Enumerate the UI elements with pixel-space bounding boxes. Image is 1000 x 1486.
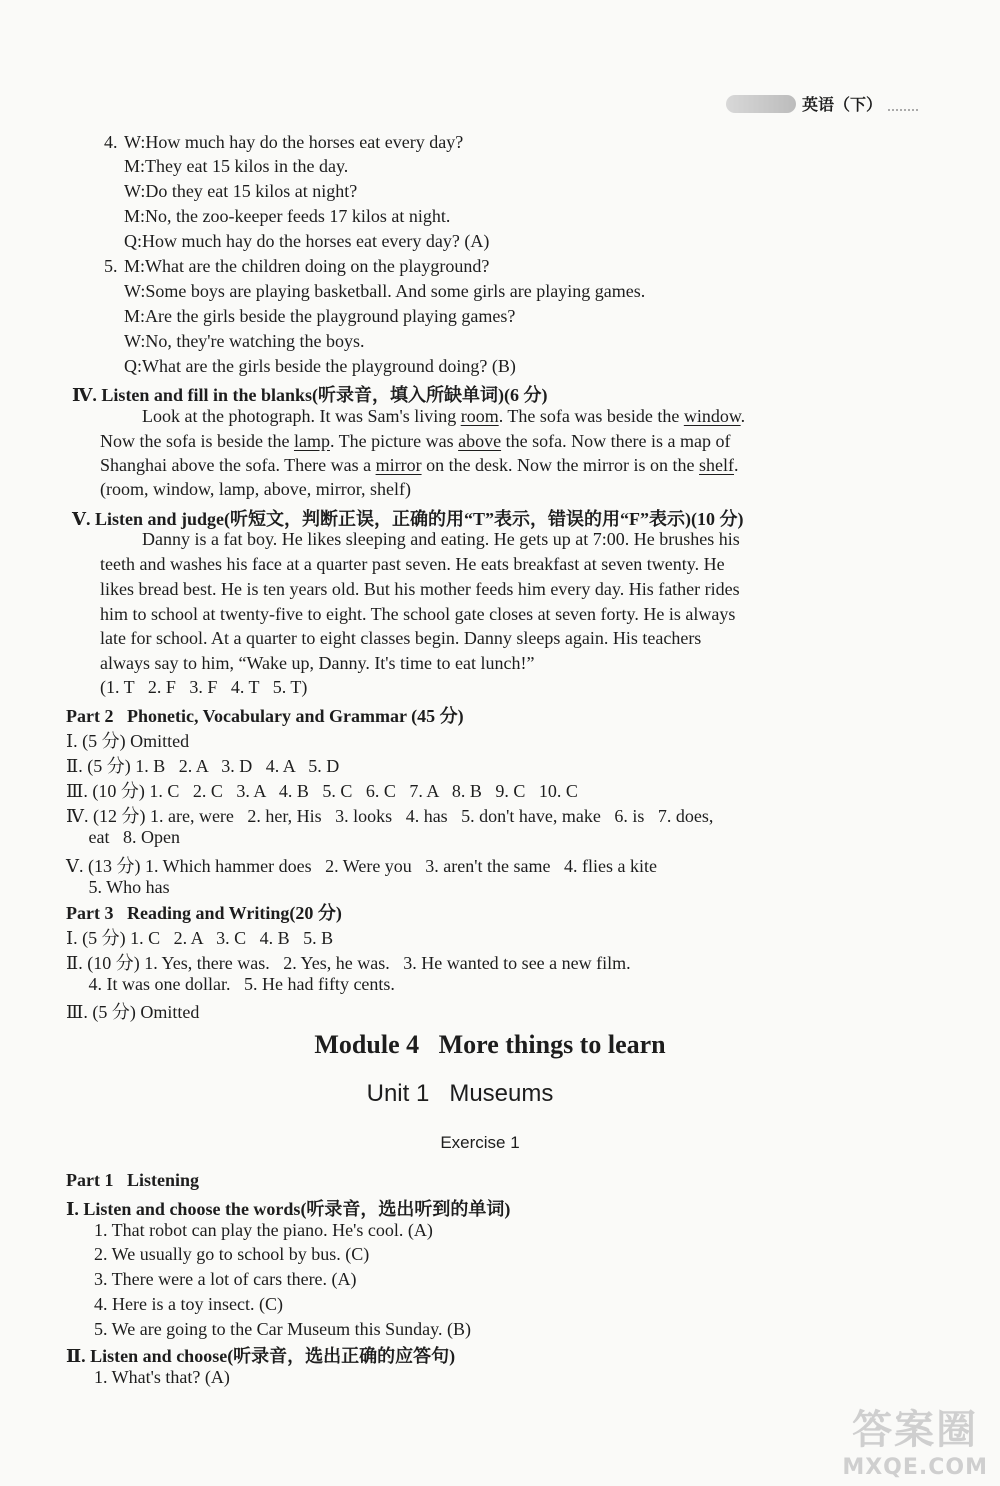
dialogue-line: M:They eat 15 kilos in the day. — [124, 156, 349, 176]
section-i-items — [94, 1220, 694, 1345]
section-iv-line: Shanghai above the sofa. There was a mirror on the desk. Now the mirror is on the shelf. — [100, 455, 739, 475]
dialogue-line: Q:How much hay do the horses eat every day? (A) — [124, 231, 490, 251]
blank-answer: mirror — [375, 455, 422, 475]
section-iv-line: Look at the photograph. It was Sam's living room. The sofa was beside the window. — [142, 406, 746, 426]
answer-line: Ⅲ. (10 分) 1. C 2. C 3. A 4. B 5. C 6. C 7. A 8. B 9. C 10. C — [66, 781, 578, 801]
part-2-heading: Part 2 Phonetic, Vocabulary and Grammar (45 分) — [66, 706, 464, 726]
answer-line: 5. Who has — [66, 877, 170, 897]
dialogue-line: Q:What are the girls beside the playground doing? (B) — [124, 356, 516, 376]
blank-answer: lamp — [293, 431, 330, 451]
dialogue-line: M:Are the girls beside the playground playing games? — [124, 306, 516, 326]
question-5-dialogue — [124, 256, 824, 381]
dialogue-line: W:How much hay do the horses eat every day? — [124, 132, 464, 152]
passage-line: Danny is a fat boy. He likes sleeping and eating. He gets up at 7:00. He brushes his — [142, 529, 740, 549]
blank-answer: shelf — [699, 455, 735, 475]
watermark — [842, 1398, 988, 1480]
answer-line: Ⅱ. (10 分) 1. Yes, there was. 2. Yes, he was. 3. He wanted to see a new film. — [66, 953, 631, 973]
answer-line: Ⅰ. (5 分) 1. C 2. A 3. C 4. B 5. B — [66, 928, 334, 948]
dialogue-line: M:No, the zoo-keeper feeds 17 kilos at night. — [124, 206, 451, 226]
section-ii-heading: Ⅱ. Listen and choose(听录音，选出正确的应答句) — [66, 1346, 456, 1366]
section-i-heading: Ⅰ. Listen and choose the words(听录音，选出听到的单词) — [66, 1199, 511, 1219]
passage-line: always say to him, “Wake up, Danny. It's time to eat lunch!” — [100, 653, 535, 673]
list-item: 5. We are going to the Car Museum this Sunday. (B) — [94, 1319, 471, 1339]
question-4-number: 4. — [104, 132, 118, 152]
passage-line: likes bread best. He is ten years old. But his mother feeds him every day. His father rides — [100, 579, 740, 599]
header-decoration — [888, 97, 918, 111]
watermark-url: MXQE.COM — [842, 1455, 988, 1480]
list-item: 3. There were a lot of cars there. (A) — [94, 1269, 357, 1289]
watermark-logo: 答案圈 — [852, 1407, 979, 1453]
unit-title: Unit 1 Museums — [366, 1080, 554, 1107]
section-v-passage — [0, 529, 1000, 679]
answer-line: Ⅴ. (13 分) 1. Which hammer does 2. Were you 3. aren't the same 4. flies a kite — [66, 856, 657, 876]
section-iv-answers: (room, window, lamp, above, mirror, shelf) — [100, 479, 412, 499]
passage-line: late for school. At a quarter to eight classes begin. Danny sleeps again. His teachers — [100, 628, 702, 648]
passage-line: teeth and washes his face at a quarter past seven. He eats breakfast at seven twenty. He — [100, 554, 725, 574]
answer-line: Ⅱ. (5 分) 1. B 2. A 3. D 4. A 5. D — [66, 756, 340, 776]
answer-line: Ⅰ. (5 分) Omitted — [66, 731, 190, 751]
blank-answer: window — [683, 406, 741, 426]
blank-answer: room — [460, 406, 499, 426]
part-3-answers — [66, 924, 966, 1024]
header-title: 英语（下） — [801, 95, 882, 114]
answer-line: Ⅳ. (12 分) 1. are, were 2. her, His 3. looks 4. has 5. don't have, make 6. is 7. does, — [66, 806, 714, 826]
answer-line: Ⅲ. (5 分) Omitted — [66, 1002, 200, 1022]
answer-line: 4. It was one dollar. 5. He had fifty cents. — [66, 974, 395, 994]
dialogue-line: W:No, they're watching the boys. — [124, 331, 365, 351]
list-item: 1. What's that? (A) — [94, 1367, 230, 1387]
question-5-number: 5. — [104, 256, 118, 276]
list-item: 2. We usually go to school by bus. (C) — [94, 1244, 370, 1264]
exercise-title: Exercise 1 — [440, 1133, 520, 1152]
blank-answer: above — [458, 431, 502, 451]
question-4-dialogue — [124, 132, 724, 257]
dialogue-line: W:Some boys are playing basketball. And some girls are playing games. — [124, 281, 646, 301]
passage-line: him to school at twenty-five to eight. The school gate closes at seven forty. He is always — [100, 604, 736, 624]
part-2-answers — [66, 727, 966, 902]
list-item: 4. Here is a toy insect. (C) — [94, 1294, 283, 1314]
answer-line: eat 8. Open — [66, 827, 180, 847]
dialogue-line: W:Do they eat 15 kilos at night? — [124, 181, 358, 201]
part-1-heading: Part 1 Listening — [66, 1170, 199, 1190]
list-item: 1. That robot can play the piano. He's cool. (A) — [94, 1220, 433, 1240]
page-header — [726, 92, 918, 115]
section-iv-heading: Ⅳ. Listen and fill in the blanks(听录音，填入所缺单词)(6 分) — [72, 385, 548, 405]
section-v-heading: Ⅴ. Listen and judge(听短文，判断正误，正确的用“T”表示，错误的用“F”表示)(10 分) — [72, 509, 744, 529]
section-v-answers: (1. T 2. F 3. F 4. T 5. T) — [100, 677, 308, 697]
dialogue-line: M:What are the children doing on the playground? — [124, 256, 490, 276]
part-3-heading: Part 3 Reading and Writing(20 分) — [66, 903, 342, 923]
module-title: Module 4 More things to learn — [314, 1030, 666, 1059]
series-logo — [726, 95, 796, 113]
section-iv-line: Now the sofa is beside the lamp. The picture was above the sofa. Now there is a map of — [100, 431, 731, 451]
